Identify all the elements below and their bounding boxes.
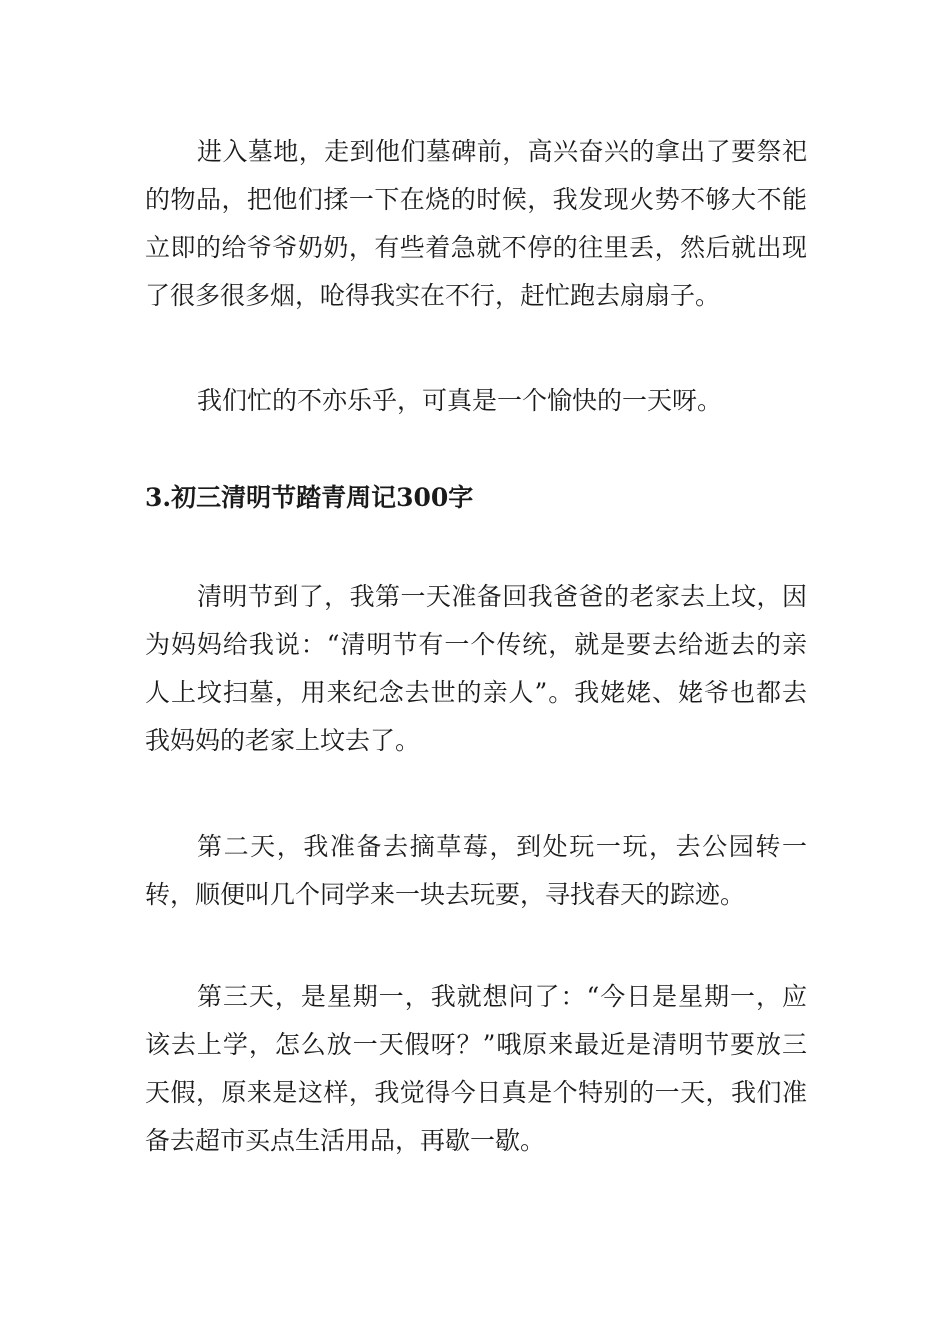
paragraph-graveside: 进入墓地，走到他们墓碑前，高兴奋兴的拿出了要祭祀的物品，把他们揉一下在烧的时候，我发现火势不够大不能立即的给爷爷奶奶，有些着急就不停的往里丢，然后就出现了很多很多烟，呛得我实在不行，赶忙跑去扇扇子。 [145, 137, 807, 310]
section-heading: 3.初三清明节踏青周记300字 [145, 483, 474, 512]
paragraph-day-two: 第二天，我准备去摘草莓，到处玩一玩，去公园转一转，顺便叫几个同学来一块去玩要，寻找春天的踪迹。 [145, 832, 807, 909]
paragraph-day-one: 清明节到了，我第一天准备回我爸爸的老家去上坟，因为妈妈给我说：“清明节有一个传统，就是要去给逝去的亲人上坟扫墓，用来纪念去世的亲人”。我姥姥、姥爷也都去我妈妈的老家上坟去了。 [145, 582, 807, 755]
paragraph-day-three: 第三天，是星期一，我就想问了：“今日是星期一，应该去上学，怎么放一天假呀？”哦原来最近是清明节要放三天假，原来是这样，我觉得今日真是个特别的一天，我们准备去超市买点生活用品，再歇一歇。 [145, 982, 807, 1155]
paragraph-happy-day: 我们忙的不亦乐乎，可真是一个愉快的一天呀。 [197, 386, 723, 415]
